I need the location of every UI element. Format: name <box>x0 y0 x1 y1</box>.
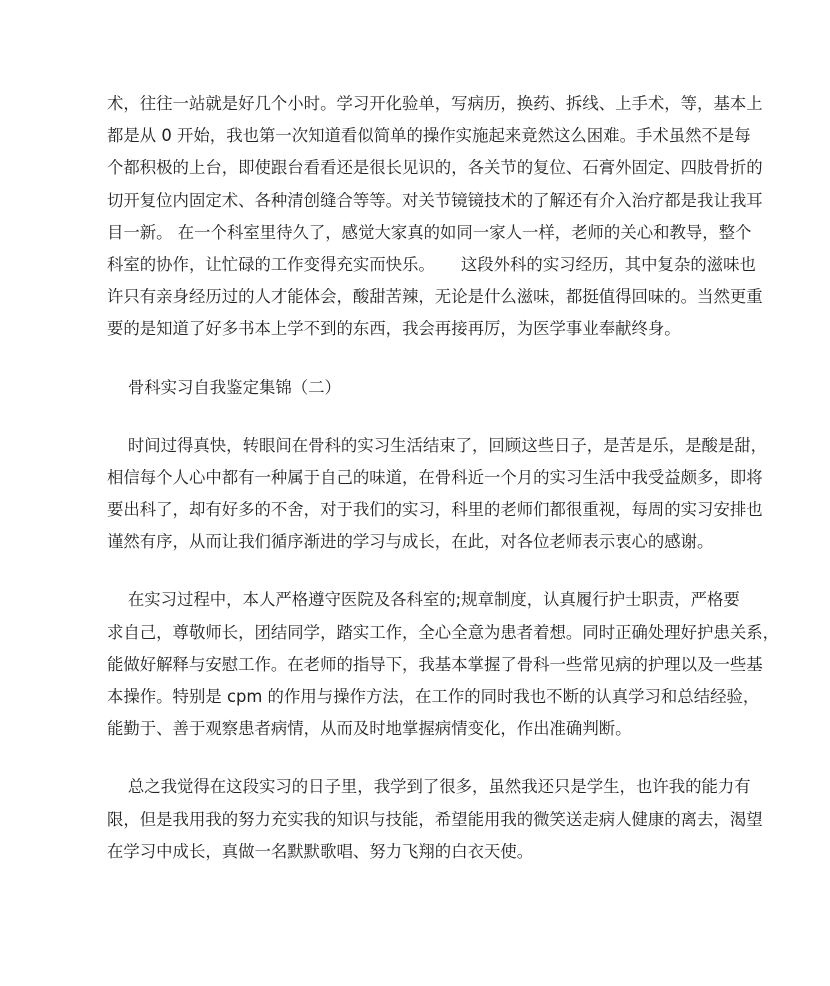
text-line: 本操作。特别是 cpm 的作用与操作方法，在工作的同时我也不断的认真学习和总结经验， <box>107 687 760 706</box>
text-line: 切开复位内固定术、各种清创缝合等等。对关节镜镜技术的了解还有介入治疗都是我让我耳 <box>107 190 763 210</box>
paragraph-gap <box>107 558 732 584</box>
text-line: 许只有亲身经历过的人才能体会，酸甜苦辣，无论是什么滋味，都挺值得回味的。当然更重 <box>107 287 763 307</box>
text-line: 相信每个人心中都有一种属于自己的味道，在骨科近一个月的实习生活中我受益颇多，即将 <box>107 467 763 487</box>
section-heading <box>107 372 732 404</box>
text-line: 目一新。 在一个科室里待久了，感觉大家真的如同一家人一样，老师的关心和教导，整个 <box>107 222 752 242</box>
paragraph-gap <box>107 346 732 372</box>
text-line: 能做好解释与安慰工作。在老师的指导下，我基本掌握了骨科一些常见病的护理以及一些基 <box>107 654 763 674</box>
text-line: 时间过得真快，转眼间在骨科的实习生活结束了，回顾这些日子，是苦是乐，是酸是甜， <box>107 435 768 455</box>
text-line: 在实习过程中，本人严格遵守医院及各科室的;规章制度，认真履行护士职责，严格要 <box>107 590 740 610</box>
text-line: 总之我觉得在这段实习的日子里，我学到了很多，虽然我还只是学生，也许我的能力有 <box>107 777 751 797</box>
paragraph <box>107 430 768 559</box>
paragraph-gap <box>107 404 732 430</box>
text-line: 在学习中成长，真做一名默默歌唱、努力飞翔的白衣天使。 <box>107 841 534 861</box>
text-line: 个都积极的上台，即使跟台看看还是很长见识的，各关节的复位、石膏外固定、四肢骨折的 <box>107 158 763 178</box>
text-line: 能勤于、善于观察患者病情，从而及时地掌握病情变化，作出准确判断。 <box>107 719 632 739</box>
document-page <box>107 88 780 868</box>
paragraph <box>107 584 780 745</box>
text-line: 求自己，尊敬师长，团结同学，踏实工作，全心全意为患者着想。同时正确处理好护患关系， <box>107 622 780 642</box>
text-line: 要出科了，却有好多的不舍，对于我们的实习，科里的老师们都很重视，每周的实习安排也 <box>107 500 763 520</box>
paragraph <box>107 88 763 346</box>
text-line: 要的是知道了好多书本上学不到的东西，我会再接再厉，为医学事业奉献终身。 <box>107 319 681 339</box>
text-line: 骨科实习自我鉴定集锦（二） <box>107 377 341 397</box>
text-line: 谨然有序，从而让我们循序渐进的学习与成长，在此，对各位老师表示衷心的感谢。 <box>107 532 714 552</box>
text-line: 术，往往一站就是好几个小时。学习开化验单，写病历，换药、拆线、上手术，等，基本上 <box>107 94 763 113</box>
paragraph-gap <box>107 745 732 771</box>
text-line: 限，但是我用我的努力充实我的知识与技能，希望能用我的微笑送走病人健康的离去，渴望 <box>107 809 763 829</box>
text-line: 都是从 0 开始，我也第一次知道看似简单的操作实施起来竟然这么困难。手术虽然不是每 <box>107 126 751 146</box>
paragraph <box>107 771 763 868</box>
text-line: 科室的协作，让忙碌的工作变得充实而快乐。 这段外科的实习经历，其中复杂的滋味也 <box>107 254 756 274</box>
